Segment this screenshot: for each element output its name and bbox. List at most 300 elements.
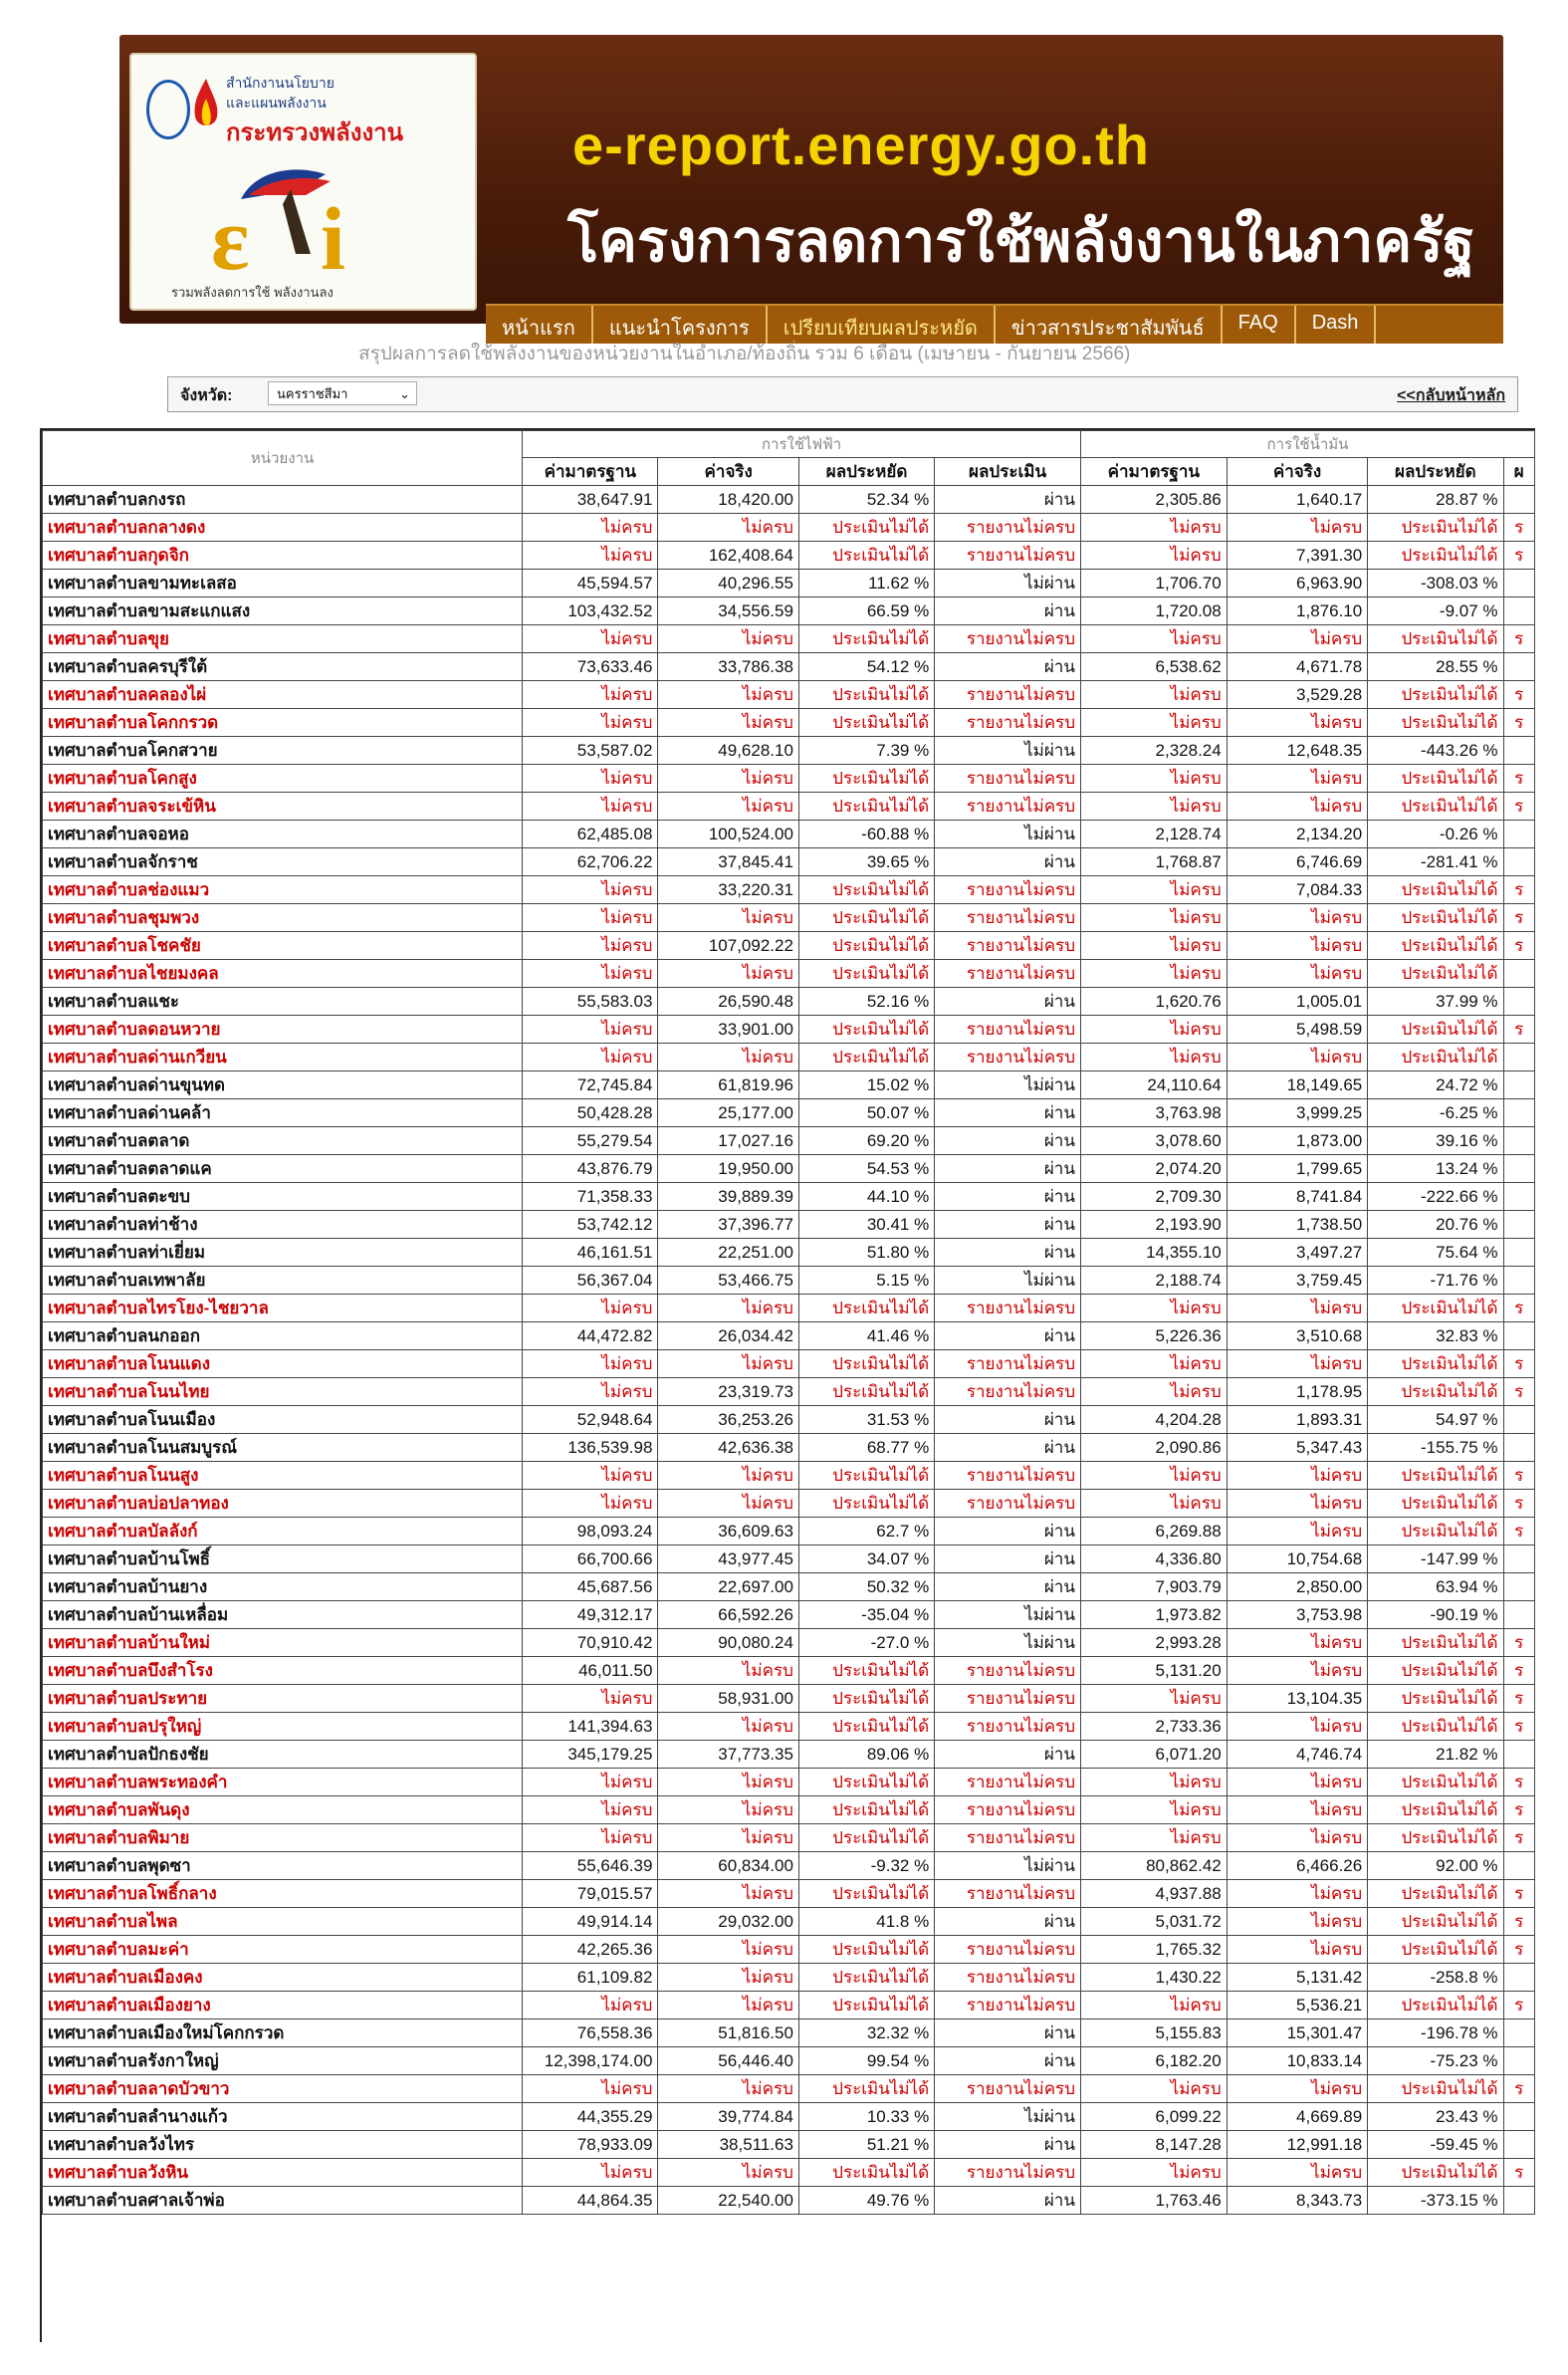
org-name-cell[interactable]: เทศบาลตำบลบ่อปลาทอง	[43, 1490, 523, 1518]
table-row	[43, 1406, 1535, 1434]
value-cell: ไม่ครบ	[1227, 1629, 1368, 1657]
table-row	[43, 597, 1535, 625]
value-cell: 4,669.89	[1227, 2103, 1368, 2131]
value-cell: 5,131.20	[1080, 1657, 1227, 1685]
row-extra-marker	[1503, 1155, 1535, 1183]
row-extra-marker	[1503, 1573, 1535, 1601]
nav-about[interactable]: แนะนำโครงการ	[593, 306, 768, 344]
value-cell: ไม่ครบ	[1080, 1992, 1227, 2019]
value-cell: ไม่ครบ	[1227, 793, 1368, 821]
table-row	[43, 1852, 1535, 1880]
value-cell: -308.03 %	[1368, 570, 1503, 597]
value-cell: 6,746.69	[1227, 848, 1368, 876]
table-row	[43, 1434, 1535, 1462]
value-cell: รายงานไม่ครบ	[935, 1350, 1081, 1378]
value-cell: 162,408.64	[658, 542, 799, 570]
value-cell: รายงานไม่ครบ	[935, 1769, 1081, 1796]
org-name-cell[interactable]: เทศบาลตำบลกงรถ	[43, 486, 523, 514]
org-name-cell[interactable]: เทศบาลตำบลเทพาลัย	[43, 1267, 523, 1295]
svg-text:ε: ε	[211, 190, 250, 279]
row-extra-marker: ร	[1503, 1685, 1535, 1713]
value-cell: 38,647.91	[523, 486, 658, 514]
row-extra-marker: ร	[1503, 904, 1535, 932]
org-name-cell[interactable]: เทศบาลตำบลบ้านเหลื่อม	[43, 1601, 523, 1629]
table-row	[43, 542, 1535, 570]
row-extra-marker	[1503, 1044, 1535, 1071]
row-extra-marker	[1503, 1099, 1535, 1127]
org-name-cell[interactable]: เทศบาลตำบลขามสะแกแสง	[43, 597, 523, 625]
value-cell: -35.04 %	[798, 1601, 934, 1629]
org-name-cell[interactable]: เทศบาลตำบลบ้านยาง	[43, 1573, 523, 1601]
org-name-cell[interactable]: เทศบาลตำบลโชคชัย	[43, 932, 523, 960]
row-extra-marker	[1503, 1545, 1535, 1573]
value-cell: 4,937.88	[1080, 1880, 1227, 1908]
value-cell: ไม่ครบ	[1080, 1685, 1227, 1713]
value-cell: 52.16 %	[798, 988, 934, 1016]
value-cell: 2,128.74	[1080, 821, 1227, 848]
org-name-cell[interactable]: เทศบาลตำบลรังกาใหญ่	[43, 2047, 523, 2075]
value-cell: 42,636.38	[658, 1434, 799, 1462]
value-cell: ผ่าน	[935, 988, 1081, 1016]
value-cell: 62,485.08	[523, 821, 658, 848]
org-name-cell[interactable]: เทศบาลตำบลบ้านใหม่	[43, 1629, 523, 1657]
value-cell: 1,005.01	[1227, 988, 1368, 1016]
value-cell: 20.76 %	[1368, 1211, 1503, 1239]
org-name-cell[interactable]: เทศบาลตำบลเมืองใหม่โคกกรวด	[43, 2019, 523, 2047]
org-name-cell[interactable]: เทศบาลตำบลศาลเจ้าพ่อ	[43, 2187, 523, 2215]
row-extra-marker: ร	[1503, 1769, 1535, 1796]
value-cell: 33,786.38	[658, 653, 799, 681]
table-row	[43, 2159, 1535, 2187]
value-cell: ประเมินไม่ได้	[1368, 765, 1503, 793]
value-cell: 39,889.39	[658, 1183, 799, 1211]
value-cell: -75.23 %	[1368, 2047, 1503, 2075]
value-cell: 44.10 %	[798, 1183, 934, 1211]
value-cell: ไม่ครบ	[658, 960, 799, 988]
value-cell: ประเมินไม่ได้	[798, 1713, 934, 1741]
nav-news[interactable]: ข่าวสารประชาสัมพันธ์	[996, 306, 1223, 344]
value-cell: ไม่ครบ	[1080, 542, 1227, 570]
org-name-cell[interactable]: เทศบาลตำบลโนนไทย	[43, 1378, 523, 1406]
org-name-cell[interactable]: เทศบาลตำบลด่านคล้า	[43, 1099, 523, 1127]
org-name-cell[interactable]: เทศบาลตำบลพันดุง	[43, 1796, 523, 1824]
value-cell: 92.00 %	[1368, 1852, 1503, 1880]
row-extra-marker: ร	[1503, 1490, 1535, 1518]
value-cell: ประเมินไม่ได้	[1368, 904, 1503, 932]
org-name-cell[interactable]: เทศบาลตำบลดอนหวาย	[43, 1016, 523, 1044]
value-cell: ไม่ครบ	[1080, 1044, 1227, 1071]
value-cell: ไม่ครบ	[1227, 2159, 1368, 2187]
org-name-cell[interactable]: เทศบาลตำบลพิมาย	[43, 1824, 523, 1852]
row-extra-marker	[1503, 1406, 1535, 1434]
value-cell: -27.0 %	[798, 1629, 934, 1657]
row-extra-marker: ร	[1503, 1936, 1535, 1964]
row-extra-marker: ร	[1503, 1908, 1535, 1936]
value-cell: ประเมินไม่ได้	[798, 1880, 934, 1908]
value-cell: 1,768.87	[1080, 848, 1227, 876]
electric-group-header: การใช้ไฟฟ้า	[523, 431, 1081, 458]
value-cell: ไม่ครบ	[1227, 1518, 1368, 1545]
value-cell: 2,733.36	[1080, 1713, 1227, 1741]
value-cell: ประเมินไม่ได้	[798, 1462, 934, 1490]
value-cell: รายงานไม่ครบ	[935, 514, 1081, 542]
value-cell: 30.41 %	[798, 1211, 934, 1239]
table-row	[43, 1601, 1535, 1629]
org-name-cell[interactable]: เทศบาลตำบลวังไทร	[43, 2131, 523, 2159]
value-cell: รายงานไม่ครบ	[935, 1657, 1081, 1685]
value-cell: 12,398,174.00	[523, 2047, 658, 2075]
table-body	[43, 486, 1535, 2215]
col-electric-standard: ค่ามาตรฐาน	[523, 458, 658, 486]
value-cell: รายงานไม่ครบ	[935, 765, 1081, 793]
value-cell: 13.24 %	[1368, 1155, 1503, 1183]
value-cell: ไม่ครบ	[1227, 1936, 1368, 1964]
value-cell: 1,738.50	[1227, 1211, 1368, 1239]
table-row	[43, 876, 1535, 904]
value-cell: -9.07 %	[1368, 597, 1503, 625]
value-cell: 3,078.60	[1080, 1127, 1227, 1155]
row-extra-marker	[1503, 1741, 1535, 1769]
value-cell: ไม่ครบ	[658, 1964, 799, 1992]
row-extra-marker: ร	[1503, 1713, 1535, 1741]
org-name-cell[interactable]: เทศบาลตำบลไพล	[43, 1908, 523, 1936]
value-cell: 8,343.73	[1227, 2187, 1368, 2215]
value-cell: ประเมินไม่ได้	[1368, 1629, 1503, 1657]
value-cell: ประเมินไม่ได้	[798, 1936, 934, 1964]
value-cell: ไม่ครบ	[1080, 2075, 1227, 2103]
nav-compare[interactable]: เปรียบเทียบผลประหยัด	[768, 306, 996, 344]
org-name-cell[interactable]: เทศบาลตำบลคลองไผ่	[43, 681, 523, 709]
value-cell: ไม่ครบ	[523, 625, 658, 653]
value-cell: 34.07 %	[798, 1545, 934, 1573]
value-cell: ไม่ครบ	[1080, 709, 1227, 737]
value-cell: ประเมินไม่ได้	[1368, 793, 1503, 821]
row-extra-marker	[1503, 1434, 1535, 1462]
table-row	[43, 2075, 1535, 2103]
value-cell: ผ่าน	[935, 1518, 1081, 1545]
value-cell: ประเมินไม่ได้	[1368, 1936, 1503, 1964]
value-cell: 44,864.35	[523, 2187, 658, 2215]
org-name-cell[interactable]: เทศบาลตำบลพุดซา	[43, 1852, 523, 1880]
table-row	[43, 1127, 1535, 1155]
value-cell: ไม่ครบ	[523, 2159, 658, 2187]
value-cell: 10,754.68	[1227, 1545, 1368, 1573]
value-cell: รายงานไม่ครบ	[935, 681, 1081, 709]
value-cell: ไม่ครบ	[523, 542, 658, 570]
org-name-cell[interactable]: เทศบาลตำบลตลาดแค	[43, 1155, 523, 1183]
value-cell: 5,155.83	[1080, 2019, 1227, 2047]
value-cell: 39.16 %	[1368, 1127, 1503, 1155]
table-row	[43, 1155, 1535, 1183]
province-label: จังหวัด:	[180, 387, 233, 404]
value-cell: 24.72 %	[1368, 1071, 1503, 1099]
org-name-cell[interactable]: เทศบาลตำบลชุมพวง	[43, 904, 523, 932]
value-cell: 345,179.25	[523, 1741, 658, 1769]
org-name-cell[interactable]: เทศบาลตำบลนกออก	[43, 1322, 523, 1350]
value-cell: 78,933.09	[523, 2131, 658, 2159]
org-name-cell[interactable]: เทศบาลตำบลจระเข้หิน	[43, 793, 523, 821]
value-cell: 61,819.96	[658, 1071, 799, 1099]
value-cell: 2,850.00	[1227, 1573, 1368, 1601]
org-name-cell[interactable]: เทศบาลตำบลกุดจิก	[43, 542, 523, 570]
value-cell: 68.77 %	[798, 1434, 934, 1462]
org-name-cell[interactable]: เทศบาลตำบลเมืองยาง	[43, 1992, 523, 2019]
value-cell: 2,188.74	[1080, 1267, 1227, 1295]
value-cell: ประเมินไม่ได้	[798, 876, 934, 904]
org-name-cell[interactable]: เทศบาลตำบลโคกสวาย	[43, 737, 523, 765]
site-url-title: e-report.energy.go.th	[572, 114, 1151, 176]
org-name-cell[interactable]: เทศบาลตำบลปักธงชัย	[43, 1741, 523, 1769]
value-cell: ประเมินไม่ได้	[798, 709, 934, 737]
org-name-cell[interactable]: เทศบาลตำบลวังหิน	[43, 2159, 523, 2187]
value-cell: 73,633.46	[523, 653, 658, 681]
value-cell: 107,092.22	[658, 932, 799, 960]
org-name-cell[interactable]: เทศบาลตำบลบ้านโพธิ์	[43, 1545, 523, 1573]
value-cell: 6,466.26	[1227, 1852, 1368, 1880]
back-to-home-link[interactable]: <<กลับหน้าหลัก	[1397, 387, 1505, 404]
org-name-cell[interactable]: เทศบาลตำบลโคกกรวด	[43, 709, 523, 737]
value-cell: 103,432.52	[523, 597, 658, 625]
value-cell: -59.45 %	[1368, 2131, 1503, 2159]
value-cell: ประเมินไม่ได้	[798, 1350, 934, 1378]
value-cell: รายงานไม่ครบ	[935, 960, 1081, 988]
value-cell: 6,182.20	[1080, 2047, 1227, 2075]
value-cell: 62.7 %	[798, 1518, 934, 1545]
value-cell: 18,149.65	[1227, 1071, 1368, 1099]
value-cell: 3,763.98	[1080, 1099, 1227, 1127]
value-cell: 6,099.22	[1080, 2103, 1227, 2131]
province-select[interactable]	[268, 381, 417, 405]
org-name-cell[interactable]: เทศบาลตำบลลำนางแก้ว	[43, 2103, 523, 2131]
value-cell: -196.78 %	[1368, 2019, 1503, 2047]
value-cell: รายงานไม่ครบ	[935, 1992, 1081, 2019]
nav-dashboard[interactable]: Dash	[1296, 306, 1377, 344]
org-name-cell[interactable]: เทศบาลตำบลปรุใหญ่	[43, 1713, 523, 1741]
row-extra-marker: ร	[1503, 1629, 1535, 1657]
value-cell: -71.76 %	[1368, 1267, 1503, 1295]
value-cell: รายงานไม่ครบ	[935, 876, 1081, 904]
value-cell: ประเมินไม่ได้	[798, 625, 934, 653]
org-name-cell[interactable]: เทศบาลตำบลโนนเมือง	[43, 1406, 523, 1434]
value-cell: 40,296.55	[658, 570, 799, 597]
value-cell: 36,609.63	[658, 1518, 799, 1545]
value-cell: ไม่ผ่าน	[935, 570, 1081, 597]
value-cell: ประเมินไม่ได้	[1368, 1685, 1503, 1713]
value-cell: ไม่ครบ	[1080, 765, 1227, 793]
value-cell: 61,109.82	[523, 1964, 658, 1992]
org-name-cell[interactable]: เทศบาลตำบลตะขบ	[43, 1183, 523, 1211]
value-cell: ไม่ครบ	[658, 2075, 799, 2103]
org-name-cell[interactable]: เทศบาลตำบลโนนสูง	[43, 1462, 523, 1490]
table-row	[43, 1016, 1535, 1044]
value-cell: ประเมินไม่ได้	[798, 793, 934, 821]
table-group-header-row	[43, 431, 1535, 458]
value-cell: 45,687.56	[523, 1573, 658, 1601]
org-name-cell[interactable]: เทศบาลตำบลแชะ	[43, 988, 523, 1016]
org-name-cell[interactable]: เทศบาลตำบลบัลลังก์	[43, 1518, 523, 1545]
org-name-cell[interactable]: เทศบาลตำบลครบุรีใต้	[43, 653, 523, 681]
row-extra-marker: ร	[1503, 709, 1535, 737]
row-extra-marker	[1503, 2131, 1535, 2159]
value-cell: ไม่ผ่าน	[935, 1267, 1081, 1295]
value-cell: ไม่ครบ	[523, 1824, 658, 1852]
table-row	[43, 1824, 1535, 1852]
value-cell: 50,428.28	[523, 1099, 658, 1127]
row-extra-marker: ร	[1503, 1378, 1535, 1406]
value-cell: 46,011.50	[523, 1657, 658, 1685]
row-extra-marker	[1503, 737, 1535, 765]
org-name-cell[interactable]: เทศบาลตำบลโพธิ์กลาง	[43, 1880, 523, 1908]
value-cell: 26,590.48	[658, 988, 799, 1016]
value-cell: ประเมินไม่ได้	[798, 681, 934, 709]
org-name-cell[interactable]: เทศบาลตำบลท่าช้าง	[43, 1211, 523, 1239]
org-name-cell[interactable]: เทศบาลตำบลด่านเกวียน	[43, 1044, 523, 1071]
value-cell: 15.02 %	[798, 1071, 934, 1099]
value-cell: ไม่ครบ	[658, 1657, 799, 1685]
org-name-cell[interactable]: เทศบาลตำบลกลางดง	[43, 514, 523, 542]
value-cell: ไม่ครบ	[1227, 960, 1368, 988]
table-row	[43, 1295, 1535, 1322]
row-extra-marker	[1503, 821, 1535, 848]
value-cell: รายงานไม่ครบ	[935, 1378, 1081, 1406]
value-cell: ผ่าน	[935, 1545, 1081, 1573]
value-cell: ไม่ครบ	[658, 681, 799, 709]
row-extra-marker	[1503, 960, 1535, 988]
org-name-cell[interactable]: เทศบาลตำบลบึงสำโรง	[43, 1657, 523, 1685]
value-cell: 1,620.76	[1080, 988, 1227, 1016]
site-logo[interactable]	[129, 53, 477, 311]
value-cell: ไม่ครบ	[658, 1936, 799, 1964]
org-name-cell[interactable]: เทศบาลตำบลพระทองคำ	[43, 1769, 523, 1796]
value-cell: 5,031.72	[1080, 1908, 1227, 1936]
value-cell: -60.88 %	[798, 821, 934, 848]
value-cell: ไม่ครบ	[658, 1350, 799, 1378]
table-row	[43, 1908, 1535, 1936]
value-cell: ประเมินไม่ได้	[1368, 1657, 1503, 1685]
value-cell: -147.99 %	[1368, 1545, 1503, 1573]
table-row	[43, 2131, 1535, 2159]
table-row	[43, 960, 1535, 988]
value-cell: รายงานไม่ครบ	[935, 1824, 1081, 1852]
value-cell: 66,592.26	[658, 1601, 799, 1629]
value-cell: ไม่ครบ	[1080, 625, 1227, 653]
row-extra-marker: ร	[1503, 876, 1535, 904]
table-row	[43, 988, 1535, 1016]
org-name-cell[interactable]: เทศบาลตำบลโคกสูง	[43, 765, 523, 793]
org-name-cell[interactable]: เทศบาลตำบลด่านขุนทด	[43, 1071, 523, 1099]
org-name-cell[interactable]: เทศบาลตำบลเมืองคง	[43, 1964, 523, 1992]
value-cell: 18,420.00	[658, 486, 799, 514]
org-name-cell[interactable]: เทศบาลตำบลไชยมงคล	[43, 960, 523, 988]
table-row	[43, 1267, 1535, 1295]
value-cell: ผ่าน	[935, 486, 1081, 514]
value-cell: -9.32 %	[798, 1852, 934, 1880]
value-cell: 66.59 %	[798, 597, 934, 625]
org-name-cell[interactable]: เทศบาลตำบลโนนแดง	[43, 1350, 523, 1378]
org-name-cell[interactable]: เทศบาลตำบลจักราช	[43, 848, 523, 876]
value-cell: ประเมินไม่ได้	[798, 932, 934, 960]
table-row	[43, 1490, 1535, 1518]
row-extra-marker: ร	[1503, 765, 1535, 793]
org-name-cell[interactable]: เทศบาลตำบลมะค่า	[43, 1936, 523, 1964]
nav-home[interactable]: หน้าแรก	[486, 306, 593, 344]
value-cell: 6,071.20	[1080, 1741, 1227, 1769]
value-cell: 63.94 %	[1368, 1573, 1503, 1601]
value-cell: ผ่าน	[935, 653, 1081, 681]
value-cell: 1,893.31	[1227, 1406, 1368, 1434]
value-cell: 49,312.17	[523, 1601, 658, 1629]
org-name-cell[interactable]: เทศบาลตำบลขุย	[43, 625, 523, 653]
value-cell: 5,498.59	[1227, 1016, 1368, 1044]
value-cell: ไม่ครบ	[1080, 1350, 1227, 1378]
value-cell: 51.80 %	[798, 1239, 934, 1267]
org-name-cell[interactable]: เทศบาลตำบลประทาย	[43, 1685, 523, 1713]
value-cell: 39,774.84	[658, 2103, 799, 2131]
row-extra-marker: ร	[1503, 1796, 1535, 1824]
org-name-cell[interactable]: เทศบาลตำบลโนนสมบูรณ์	[43, 1434, 523, 1462]
logo-org-line2: และแผนพลังงาน	[226, 95, 327, 111]
value-cell: รายงานไม่ครบ	[935, 932, 1081, 960]
value-cell: รายงานไม่ครบ	[935, 1295, 1081, 1322]
value-cell: 6,538.62	[1080, 653, 1227, 681]
value-cell: ประเมินไม่ได้	[798, 2075, 934, 2103]
org-name-cell[interactable]: เทศบาลตำบลท่าเยี่ยม	[43, 1239, 523, 1267]
value-cell: ไม่ครบ	[523, 514, 658, 542]
value-cell: 44,472.82	[523, 1322, 658, 1350]
value-cell: 2,134.20	[1227, 821, 1368, 848]
org-name-cell[interactable]: เทศบาลตำบลช่องแมว	[43, 876, 523, 904]
org-name-cell[interactable]: เทศบาลตำบลลาดบัวขาว	[43, 2075, 523, 2103]
value-cell: 2,074.20	[1080, 1155, 1227, 1183]
value-cell: รายงานไม่ครบ	[935, 1936, 1081, 1964]
value-cell: ไม่ครบ	[1227, 1350, 1368, 1378]
value-cell: -281.41 %	[1368, 848, 1503, 876]
value-cell: ไม่ครบ	[658, 1992, 799, 2019]
value-cell: 56,367.04	[523, 1267, 658, 1295]
logo-org-line1: สำนักงานนโยบาย	[226, 75, 335, 91]
value-cell: 41.46 %	[798, 1322, 934, 1350]
value-cell: -373.15 %	[1368, 2187, 1503, 2215]
value-cell: 89.06 %	[798, 1741, 934, 1769]
value-cell: -258.8 %	[1368, 1964, 1503, 1992]
value-cell: ไม่ครบ	[1080, 1378, 1227, 1406]
value-cell: 66,700.66	[523, 1545, 658, 1573]
value-cell: ประเมินไม่ได้	[1368, 1295, 1503, 1322]
value-cell: ไม่ครบ	[523, 1044, 658, 1071]
row-extra-marker: ร	[1503, 1992, 1535, 2019]
org-name-cell[interactable]: เทศบาลตำบลตลาด	[43, 1127, 523, 1155]
row-extra-marker: ร	[1503, 1295, 1535, 1322]
value-cell: 44,355.29	[523, 2103, 658, 2131]
org-name-cell[interactable]: เทศบาลตำบลขามทะเลสอ	[43, 570, 523, 597]
value-cell: ผ่าน	[935, 2131, 1081, 2159]
table-row	[43, 737, 1535, 765]
value-cell: ประเมินไม่ได้	[798, 1044, 934, 1071]
value-cell: ไม่ครบ	[1080, 514, 1227, 542]
value-cell: 3,759.45	[1227, 1267, 1368, 1295]
org-name-cell[interactable]: เทศบาลตำบลจอหอ	[43, 821, 523, 848]
value-cell: ประเมินไม่ได้	[798, 1295, 934, 1322]
ev-mascot-icon	[201, 159, 410, 279]
results-table	[42, 430, 1535, 2215]
org-name-cell[interactable]: เทศบาลตำบลไทรโยง-ไชยวาล	[43, 1295, 523, 1322]
value-cell: 3,753.98	[1227, 1601, 1368, 1629]
nav-faq[interactable]: FAQ	[1223, 306, 1296, 344]
table-row	[43, 1880, 1535, 1908]
value-cell: 17,027.16	[658, 1127, 799, 1155]
value-cell: ผ่าน	[935, 1741, 1081, 1769]
value-cell: ไม่ผ่าน	[935, 1629, 1081, 1657]
